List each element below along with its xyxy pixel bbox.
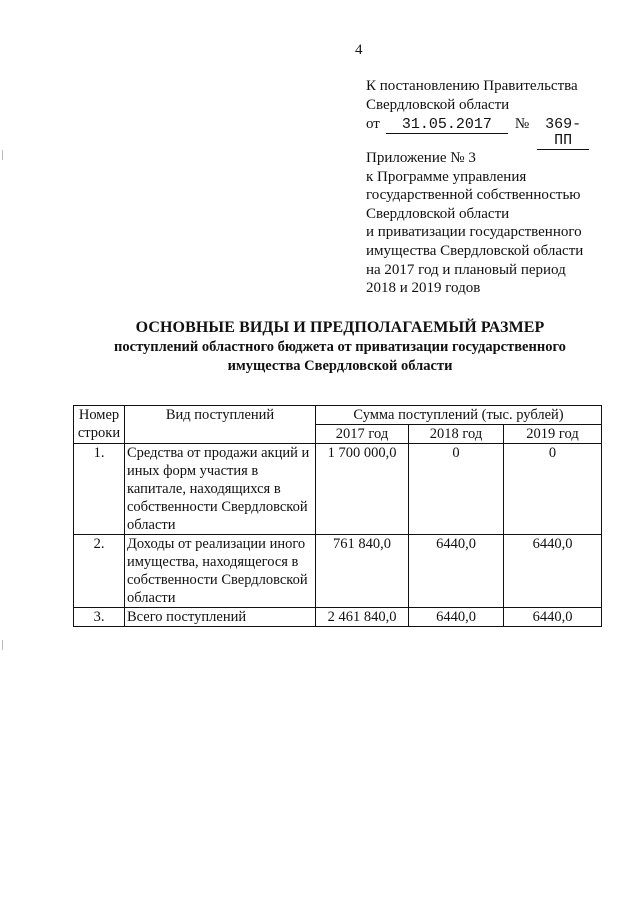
row-value-2017: 761 840,0 (316, 535, 409, 608)
resolution-date-number-line (366, 115, 626, 150)
appendix-line: государственной собственностью (366, 187, 581, 204)
row-revenue-type: Доходы от реализации иного имущества, находящегося в собственности Свердловской области (125, 535, 316, 608)
table-row-total (74, 608, 602, 627)
row-value-2017: 1 700 000,0 (316, 444, 409, 535)
header-year-2018: 2018 год (409, 425, 504, 444)
appendix-line: и приватизации государственного (366, 224, 582, 241)
date-prefix: от (366, 116, 380, 132)
row-value-2017: 2 461 840,0 (316, 608, 409, 627)
appendix-reference (366, 149, 626, 298)
row-value-2018: 0 (409, 444, 504, 535)
table-row (74, 444, 602, 535)
title-main: ОСНОВНЫЕ ВИДЫ И ПРЕДПОЛАГАЕМЫЙ РАЗМЕР (135, 319, 545, 336)
resolution-reference (366, 77, 626, 150)
resolution-number: 369-ПП (537, 117, 589, 150)
row-value-2019: 6440,0 (504, 535, 602, 608)
header-row-number: Номер строки (74, 406, 125, 444)
appendix-line: 2018 и 2019 годов (366, 280, 481, 297)
appendix-line: к Программе управления (366, 168, 527, 185)
row-revenue-type: Всего поступлений (125, 608, 316, 627)
appendix-line: Приложение № 3 (366, 150, 476, 166)
row-number: 3. (74, 608, 125, 627)
scan-edge-mark (2, 150, 3, 160)
header-year-2017: 2017 год (316, 425, 409, 444)
resolution-line-1: К постановлению Правительства (366, 78, 578, 94)
title-subtitle-line-1: поступлений областного бюджета от приватизации государственного (114, 339, 566, 355)
row-value-2019: 6440,0 (504, 608, 602, 627)
document-title (60, 318, 620, 376)
appendix-line: имущества Свердловской области (366, 242, 584, 259)
header-revenue-sum: Сумма поступлений (тыс. рублей) (316, 406, 602, 425)
header-revenue-type: Вид поступлений (125, 406, 316, 444)
number-sign: № (514, 116, 530, 132)
appendix-line: на 2017 год и плановый период (366, 261, 566, 278)
row-revenue-type: Средства от продажи акций и иных форм участия в капитале, находящихся в собственности Свердловской области (125, 444, 316, 535)
row-value-2018: 6440,0 (409, 608, 504, 627)
row-number: 2. (74, 535, 125, 608)
appendix-line: Свердловской области (366, 205, 510, 222)
table-row (74, 535, 602, 608)
row-number: 1. (74, 444, 125, 535)
title-subtitle-line-2: имущества Свердловской области (227, 358, 453, 374)
scan-edge-mark (2, 640, 3, 650)
row-value-2018: 6440,0 (409, 535, 504, 608)
resolution-line-2: Свердловской области (366, 97, 510, 113)
table-header-row (74, 406, 602, 425)
row-value-2019: 0 (504, 444, 602, 535)
page-number: 4 (355, 42, 363, 58)
revenue-table (73, 405, 602, 627)
header-year-2019: 2019 год (504, 425, 602, 444)
resolution-date: 31.05.2017 (386, 117, 508, 134)
